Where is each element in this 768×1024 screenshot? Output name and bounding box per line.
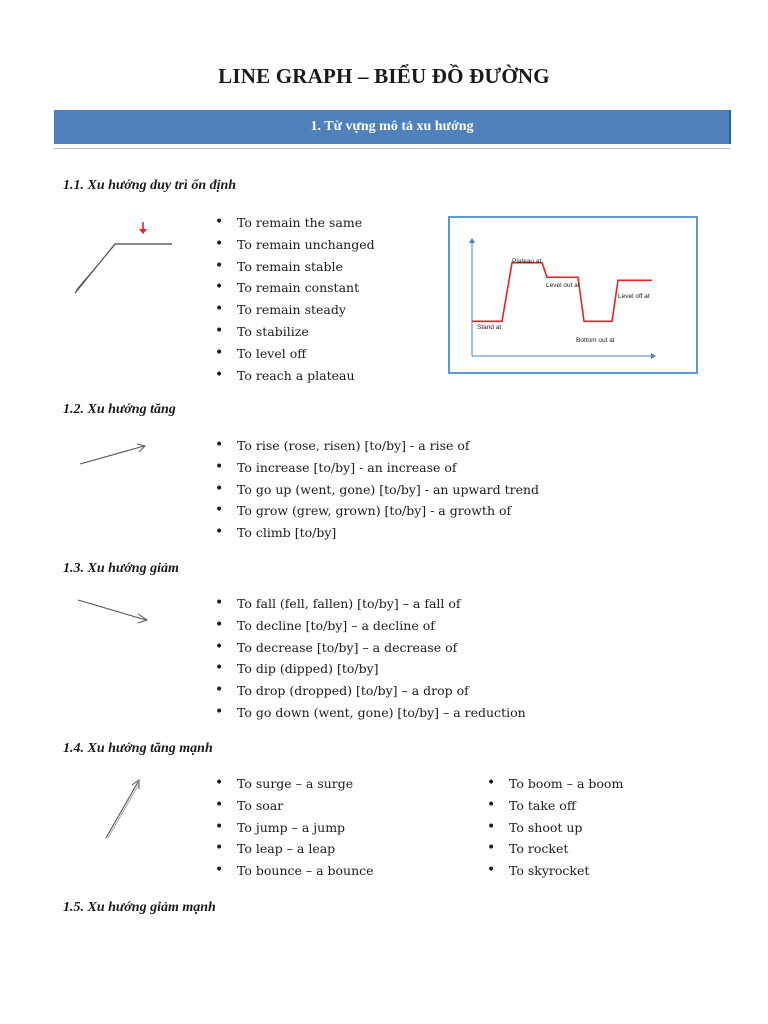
chart-annotations bbox=[477, 258, 650, 344]
list-item: • To decrease [to/by] – a decrease of bbox=[209, 637, 526, 659]
list-item: • To remain stable bbox=[209, 256, 375, 278]
document-title: LINE GRAPH – BIỂU ĐỒ ĐƯỜNG bbox=[218, 64, 550, 88]
banner-edge-divider bbox=[729, 110, 731, 144]
list-item: • To go up (went, gone) [to/by] - an upward trend bbox=[209, 479, 539, 501]
list-item: • To leap – a leap bbox=[209, 838, 374, 860]
falling-trend-list bbox=[209, 593, 526, 724]
list-item: • To rocket bbox=[481, 838, 623, 860]
plateau-chart bbox=[450, 218, 696, 372]
list-item: • To climb [to/by] bbox=[209, 522, 539, 544]
list-item: • To reach a plateau bbox=[209, 365, 375, 387]
list-item: • To remain steady bbox=[209, 299, 375, 321]
list-item: • To stabilize bbox=[209, 321, 375, 343]
annotation-stand-at: Stand at bbox=[477, 324, 502, 331]
steep-rise-arrow-icon bbox=[100, 776, 146, 842]
section-banner-label: 1. Từ vựng mô tả xu hướng bbox=[310, 119, 474, 134]
list-item: • To increase [to/by] - an increase of bbox=[209, 457, 539, 479]
list-item: • To take off bbox=[481, 795, 623, 817]
heading-steep-rise-trend: 1.4. Xu hướng tăng mạnh bbox=[63, 741, 213, 756]
annotation-level-off-at: Level off at bbox=[618, 293, 650, 300]
list-item: • To remain unchanged bbox=[209, 234, 375, 256]
list-item: • To decline [to/by] – a decline of bbox=[209, 615, 526, 637]
list-item: • To level off bbox=[209, 343, 375, 365]
series-layer bbox=[472, 263, 652, 322]
list-item: • To surge – a surge bbox=[209, 773, 374, 795]
list-item: • To boom – a boom bbox=[481, 773, 623, 795]
annotation-level-out-at: Level out at bbox=[546, 282, 580, 289]
list-item: • To shoot up bbox=[481, 817, 623, 839]
list-item: • To soar bbox=[209, 795, 374, 817]
heading-steep-fall-trend: 1.5. Xu hướng giảm mạnh bbox=[63, 900, 216, 915]
annotation-plateau-at: Plateau at bbox=[512, 258, 542, 265]
heading-rising-trend: 1.2. Xu hướng tăng bbox=[63, 402, 176, 417]
plateau-chart-frame bbox=[448, 216, 698, 374]
trend-series-line bbox=[472, 263, 652, 322]
list-item: • To skyrocket bbox=[481, 860, 623, 882]
list-item: • To fall (fell, fallen) [to/by] – a fall of bbox=[209, 593, 526, 615]
steep-rise-list-right bbox=[481, 773, 623, 882]
list-item: • To remain constant bbox=[209, 277, 375, 299]
list-item: • To jump – a jump bbox=[209, 817, 374, 839]
plateau-line-icon bbox=[70, 218, 180, 298]
y-axis-arrow bbox=[469, 238, 475, 243]
list-item: • To rise (rose, risen) [to/by] - a rise of bbox=[209, 435, 539, 457]
steep-rise-list-left bbox=[209, 773, 374, 882]
list-item: • To grow (grew, grown) [to/by] - a growth of bbox=[209, 500, 539, 522]
annotation-bottom-out-at: Bottom out at bbox=[576, 337, 615, 344]
list-item: • To bounce – a bounce bbox=[209, 860, 374, 882]
section-banner bbox=[54, 110, 730, 144]
list-item: • To go down (went, gone) [to/by] – a reduction bbox=[209, 702, 526, 724]
stable-trend-list bbox=[209, 212, 375, 386]
x-axis-arrow bbox=[651, 353, 656, 359]
heading-falling-trend: 1.3. Xu hướng giảm bbox=[63, 561, 179, 576]
list-item: • To dip (dipped) [to/by] bbox=[209, 658, 526, 680]
falling-arrow-icon bbox=[74, 596, 154, 626]
rising-arrow-icon bbox=[76, 440, 152, 468]
list-item: • To drop (dropped) [to/by] – a drop of bbox=[209, 680, 526, 702]
rising-trend-list bbox=[209, 435, 539, 544]
heading-stable-trend: 1.1. Xu hướng duy trì ổn định bbox=[63, 178, 237, 193]
list-item: • To remain the same bbox=[209, 212, 375, 234]
horizontal-rule bbox=[54, 148, 730, 149]
